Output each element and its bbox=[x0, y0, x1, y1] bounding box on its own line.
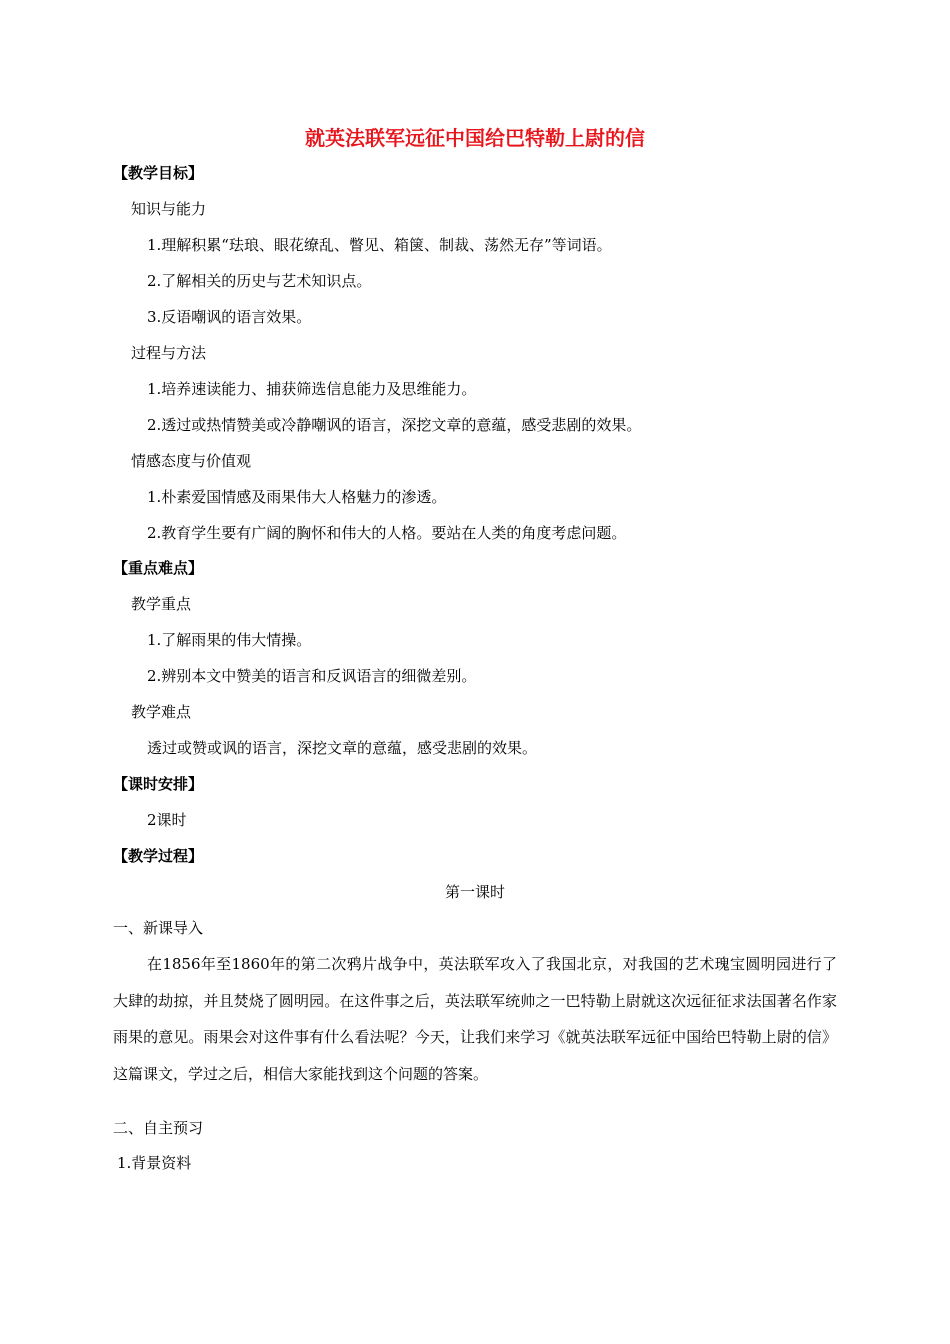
schedule-text: 2课时 bbox=[147, 811, 187, 829]
process-heading: 过程与方法 bbox=[131, 344, 207, 362]
teaching-goals-heading: 【教学目标】 bbox=[113, 164, 204, 182]
teaching-process-heading: 【教学过程】 bbox=[113, 847, 204, 865]
emotion-item-2: 2.教育学生要有广阔的胸怀和伟大的人格。要站在人类的角度考虑问题。 bbox=[147, 524, 627, 542]
key-point-2: 2.辨别本文中赞美的语言和反讽语言的细微差别。 bbox=[147, 667, 477, 685]
emotion-heading: 情感态度与价值观 bbox=[131, 452, 252, 470]
background-heading: 1.背景资料 bbox=[117, 1154, 192, 1172]
preview-heading: 二、自主预习 bbox=[113, 1119, 204, 1137]
intro-heading: 一、新课导入 bbox=[113, 919, 204, 937]
knowledge-item-1: 1.理解积累“珐琅、眼花缭乱、瞥见、箱箧、制裁、荡然无存”等词语。 bbox=[147, 236, 612, 254]
process-item-2: 2.透过或热情赞美或冷静嘲讽的语言，深挖文章的意蕴，感受悲剧的效果。 bbox=[147, 416, 642, 434]
knowledge-heading: 知识与能力 bbox=[131, 200, 207, 218]
key-points-heading: 教学重点 bbox=[131, 595, 192, 613]
difficulty-heading: 教学难点 bbox=[131, 703, 192, 721]
emotion-item-1: 1.朴素爱国情感及雨果伟大人格魅力的渗透。 bbox=[147, 488, 447, 506]
document-title: 就英法联军远征中国给巴特勒上尉的信 bbox=[305, 126, 645, 150]
schedule-heading: 【课时安排】 bbox=[113, 775, 204, 793]
knowledge-item-3: 3.反语嘲讽的语言效果。 bbox=[147, 308, 312, 326]
process-item-1: 1.培养速读能力、捕获筛选信息能力及思维能力。 bbox=[147, 380, 477, 398]
key-difficulty-heading: 【重点难点】 bbox=[113, 559, 204, 577]
intro-paragraph: 在1856年至1860年的第二次鸦片战争中，英法联军攻入了我国北京，对我国的艺术瑰宝圆明园进行了大肆的劫掠，并且焚烧了圆明园。在这件事之后，英法联军统帅之一巴特勒上尉就这次远征征求法国著名作家雨果的意见。雨果会对这件事有什么看法呢？今天，让我们来学习《就英法联军远征中国给巴特勒上尉的信》这篇课文，学过之后，相信大家能找到这个问题的答案。 bbox=[113, 955, 837, 1083]
key-point-1: 1.了解雨果的伟大情操。 bbox=[147, 631, 312, 649]
knowledge-item-2: 2.了解相关的历史与艺术知识点。 bbox=[147, 272, 372, 290]
lesson-title: 第一课时 bbox=[444, 883, 505, 901]
difficulty-text: 透过或赞或讽的语言，深挖文章的意蕴，感受悲剧的效果。 bbox=[147, 739, 538, 757]
